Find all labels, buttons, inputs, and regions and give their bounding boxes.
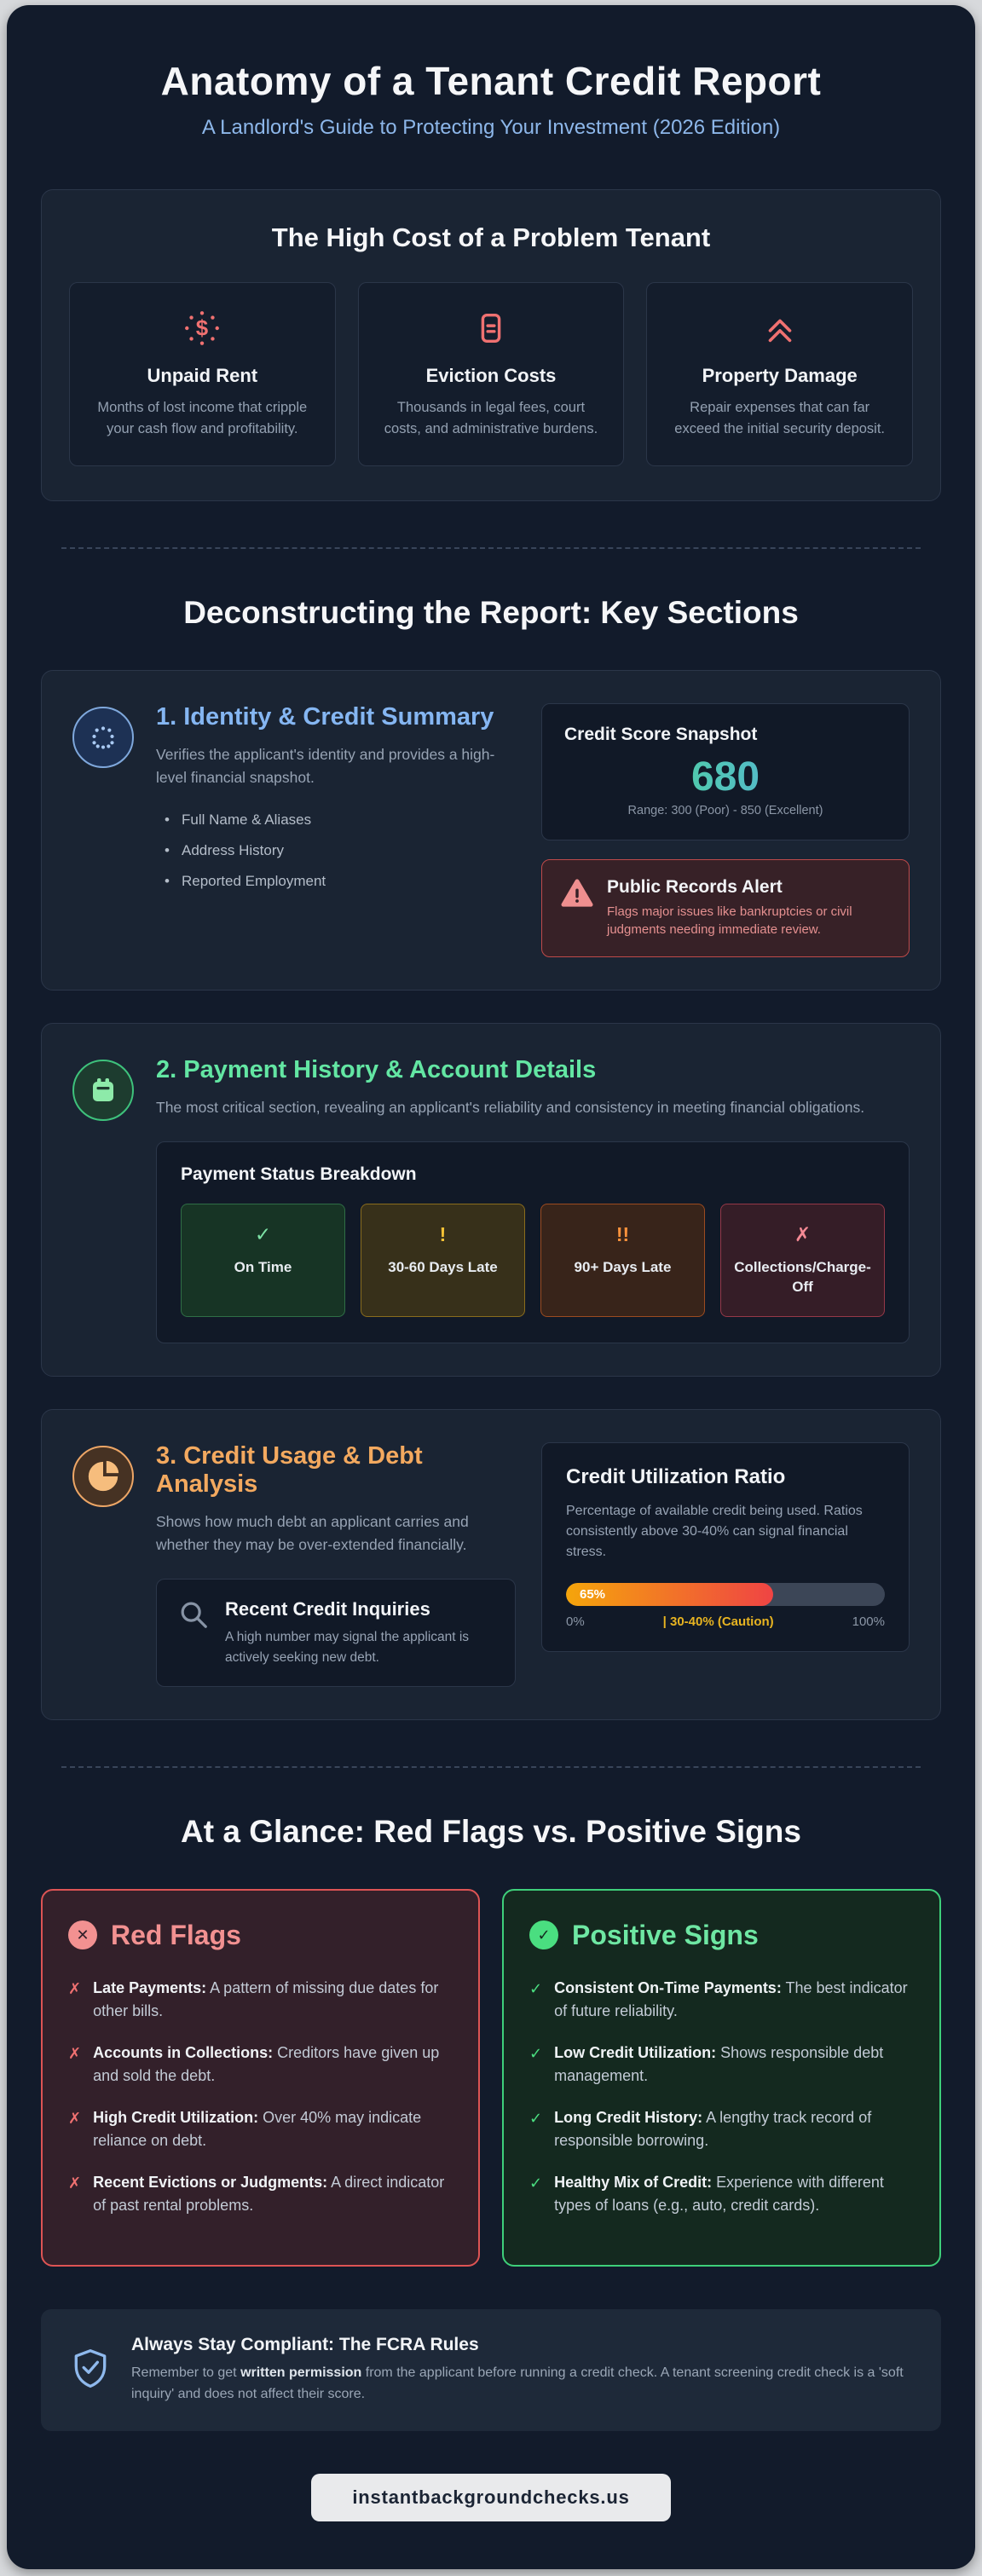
section-1-description: Verifies the applicant's identity and provides a high-level financial snapshot. bbox=[156, 745, 495, 786]
fcra-text bbox=[131, 2362, 912, 2406]
status-tile-30-60-late bbox=[361, 1204, 525, 1317]
cost-card-unpaid-rent bbox=[69, 282, 336, 466]
section-3-title: 3. Credit Usage & Debt Analysis bbox=[156, 1442, 423, 1498]
x-mark-icon: ✗ bbox=[68, 2174, 82, 2192]
status-label: 30-60 Days Late bbox=[388, 1259, 498, 1276]
x-mark-icon: ✗ bbox=[68, 1979, 82, 1997]
payment-breakdown-box bbox=[156, 1141, 910, 1343]
credit-score-value: 680 bbox=[564, 754, 887, 800]
item-text: A lengthy track record of responsible borrowing. bbox=[554, 2108, 872, 2149]
identity-bullet-list bbox=[161, 811, 516, 890]
cost-card-eviction bbox=[358, 282, 625, 466]
scale-max-label: 100% bbox=[852, 1614, 885, 1629]
fcra-bold-phrase: written permission bbox=[240, 2365, 362, 2380]
fcra-text-before: Remember to get bbox=[131, 2365, 241, 2380]
brand-badge-link[interactable]: instantbackgroundchecks.us bbox=[311, 2474, 670, 2521]
item-lead: Late Payments: bbox=[93, 1978, 207, 1996]
dashed-divider bbox=[61, 1766, 921, 1768]
item-lead: Healthy Mix of Credit: bbox=[554, 2173, 713, 2191]
positive-signs-title: Positive Signs bbox=[572, 1919, 759, 1950]
fcra-title: Always Stay Compliant: The FCRA Rules bbox=[131, 2334, 479, 2354]
scale-min-label: 0% bbox=[566, 1614, 585, 1629]
fcra-compliance-box bbox=[41, 2309, 941, 2431]
x-mark-icon: ✗ bbox=[68, 2109, 82, 2127]
inquiries-text: A high number may signal the applicant is actively seeking new debt. bbox=[225, 1630, 470, 1665]
circle-x-icon: ✕ bbox=[68, 1920, 97, 1949]
positive-sign-item bbox=[529, 2042, 914, 2088]
alert-title: Public Records Alert bbox=[607, 876, 783, 897]
utilization-description: Percentage of available credit being used. Ratios consistently above 30-40% can signal financial stress. bbox=[566, 1504, 863, 1559]
infographic-card bbox=[7, 5, 975, 2569]
item-lead: Recent Evictions or Judgments: bbox=[93, 2173, 328, 2191]
item-text: A pattern of missing due dates for other bills. bbox=[93, 1978, 439, 2019]
status-label: Collections/Charge-Off bbox=[734, 1259, 871, 1296]
check-icon: ✓ bbox=[529, 2174, 543, 2192]
warning-triangle-icon bbox=[561, 877, 593, 914]
positive-sign-item bbox=[529, 2106, 914, 2152]
svg-text:$: $ bbox=[196, 316, 209, 341]
circle-check-icon: ✓ bbox=[529, 1920, 558, 1949]
section-3-description: Shows how much debt an applicant carries and whether they may be over-extended financially. bbox=[156, 1513, 469, 1554]
dollar-burst-icon bbox=[90, 309, 315, 348]
section-identity-panel bbox=[41, 670, 941, 991]
item-lead: Low Credit Utilization: bbox=[554, 2043, 717, 2061]
credit-score-box bbox=[541, 703, 910, 840]
alert-text: Flags major issues like bankruptcies or civil judgments needing immediate review. bbox=[607, 904, 852, 938]
item-text: Shows responsible debt management. bbox=[554, 2043, 884, 2084]
score-box-title: Credit Score Snapshot bbox=[564, 724, 758, 744]
red-flags-box bbox=[41, 1889, 480, 2267]
cost-card-title: Unpaid Rent bbox=[147, 365, 258, 386]
x-mark-icon: ✗ bbox=[794, 1223, 812, 1246]
utilization-title: Credit Utilization Ratio bbox=[566, 1465, 786, 1488]
item-lead: Accounts in Collections: bbox=[93, 2043, 274, 2061]
credit-utilization-box bbox=[541, 1442, 910, 1652]
positive-sign-item bbox=[529, 1977, 914, 2023]
bullet-item: • Address History bbox=[161, 842, 516, 859]
red-flag-item bbox=[68, 2042, 453, 2088]
utilization-value-label: 65% bbox=[580, 1587, 606, 1602]
payment-status-grid bbox=[181, 1204, 885, 1317]
section-1-title: 1. Identity & Credit Summary bbox=[156, 702, 494, 731]
calendar-icon bbox=[72, 1060, 134, 1121]
brand-badge-wrap bbox=[41, 2474, 941, 2521]
red-flags-title: Red Flags bbox=[111, 1919, 241, 1950]
search-icon bbox=[177, 1598, 210, 1635]
cost-card-grid bbox=[69, 282, 913, 466]
item-lead: High Credit Utilization: bbox=[93, 2108, 259, 2126]
item-lead: Long Credit History: bbox=[554, 2108, 703, 2126]
red-flag-item bbox=[68, 2106, 453, 2152]
utilization-bar-fill bbox=[566, 1583, 773, 1606]
item-text: Creditors have given up and sold the debt. bbox=[93, 2043, 440, 2084]
shield-check-icon bbox=[70, 2348, 111, 2393]
check-icon: ✓ bbox=[529, 2044, 543, 2062]
cost-card-text: Thousands in legal fees, court costs, and administrative burdens. bbox=[384, 400, 598, 436]
page-title: Anatomy of a Tenant Credit Report bbox=[160, 59, 822, 103]
public-records-alert bbox=[541, 859, 910, 958]
bullet-item: • Reported Employment bbox=[161, 873, 516, 890]
item-text: The best indicator of future reliability. bbox=[554, 1978, 908, 2019]
cost-card-damage bbox=[646, 282, 913, 466]
cost-card-title: Eviction Costs bbox=[425, 365, 557, 386]
item-lead: Consistent On-Time Payments: bbox=[554, 1978, 782, 1996]
fcra-text-after: from the applicant before running a credit check. A tenant screening credit check is a 'soft inquiry' and does not affect their score. bbox=[131, 2365, 904, 2402]
positive-sign-item bbox=[529, 2171, 914, 2217]
red-flag-item bbox=[68, 2171, 453, 2217]
double-exclamation-icon: !! bbox=[615, 1223, 630, 1246]
chevrons-up-icon bbox=[667, 309, 892, 348]
x-mark-icon: ✗ bbox=[68, 2044, 82, 2062]
exclamation-icon: ! bbox=[439, 1223, 447, 1246]
check-icon: ✓ bbox=[529, 2109, 543, 2127]
high-cost-panel bbox=[41, 189, 941, 501]
item-text: A direct indicator of past rental problems. bbox=[93, 2173, 445, 2214]
status-tile-collections bbox=[720, 1204, 885, 1317]
positive-signs-header bbox=[529, 1920, 914, 1951]
cost-card-title: Property Damage bbox=[702, 365, 858, 386]
credit-inquiries-box bbox=[156, 1579, 516, 1687]
status-label: On Time bbox=[234, 1259, 292, 1276]
document-icon bbox=[379, 309, 604, 348]
cost-card-text: Repair expenses that can far exceed the initial security deposit. bbox=[674, 400, 886, 436]
sections-heading: Deconstructing the Report: Key Sections bbox=[183, 594, 799, 630]
section-2-title: 2. Payment History & Account Details bbox=[156, 1056, 597, 1083]
inquiries-title: Recent Credit Inquiries bbox=[225, 1598, 430, 1620]
status-label: 90+ Days Late bbox=[574, 1259, 672, 1276]
red-flags-header bbox=[68, 1920, 453, 1951]
dashed-divider bbox=[61, 547, 921, 549]
identity-scan-icon bbox=[72, 707, 134, 768]
item-text: Over 40% may indicate reliance on debt. bbox=[93, 2108, 422, 2149]
pie-chart-icon bbox=[72, 1446, 134, 1507]
cost-card-text: Months of lost income that cripple your cash flow and profitability. bbox=[97, 400, 308, 436]
glance-heading: At a Glance: Red Flags vs. Positive Signs bbox=[181, 1813, 801, 1849]
high-cost-title: The High Cost of a Problem Tenant bbox=[271, 222, 711, 252]
breakdown-title: Payment Status Breakdown bbox=[181, 1164, 417, 1185]
section-usage-panel bbox=[41, 1409, 941, 1720]
check-icon: ✓ bbox=[529, 1979, 543, 1997]
positive-signs-box bbox=[502, 1889, 941, 2267]
item-text: Experience with different types of loans (e.g., auto, credit cards). bbox=[554, 2173, 884, 2214]
page-subtitle: A Landlord's Guide to Protecting Your Investment (2026 Edition) bbox=[201, 116, 781, 139]
status-tile-on-time bbox=[181, 1204, 345, 1317]
credit-score-range: Range: 300 (Poor) - 850 (Excellent) bbox=[627, 803, 823, 817]
section-payment-panel bbox=[41, 1023, 941, 1377]
red-flag-item bbox=[68, 1977, 453, 2023]
check-icon: ✓ bbox=[254, 1223, 272, 1246]
bullet-item: • Full Name & Aliases bbox=[161, 811, 516, 829]
scale-caution-label: | 30-40% (Caution) bbox=[662, 1614, 774, 1629]
glance-grid bbox=[41, 1889, 941, 2267]
utilization-scale bbox=[566, 1614, 885, 1629]
section-2-description: The most critical section, revealing an applicant's reliability and consistency in meeting financial obligations. bbox=[156, 1099, 865, 1116]
utilization-bar-track bbox=[566, 1583, 885, 1606]
status-tile-90-late bbox=[540, 1204, 705, 1317]
